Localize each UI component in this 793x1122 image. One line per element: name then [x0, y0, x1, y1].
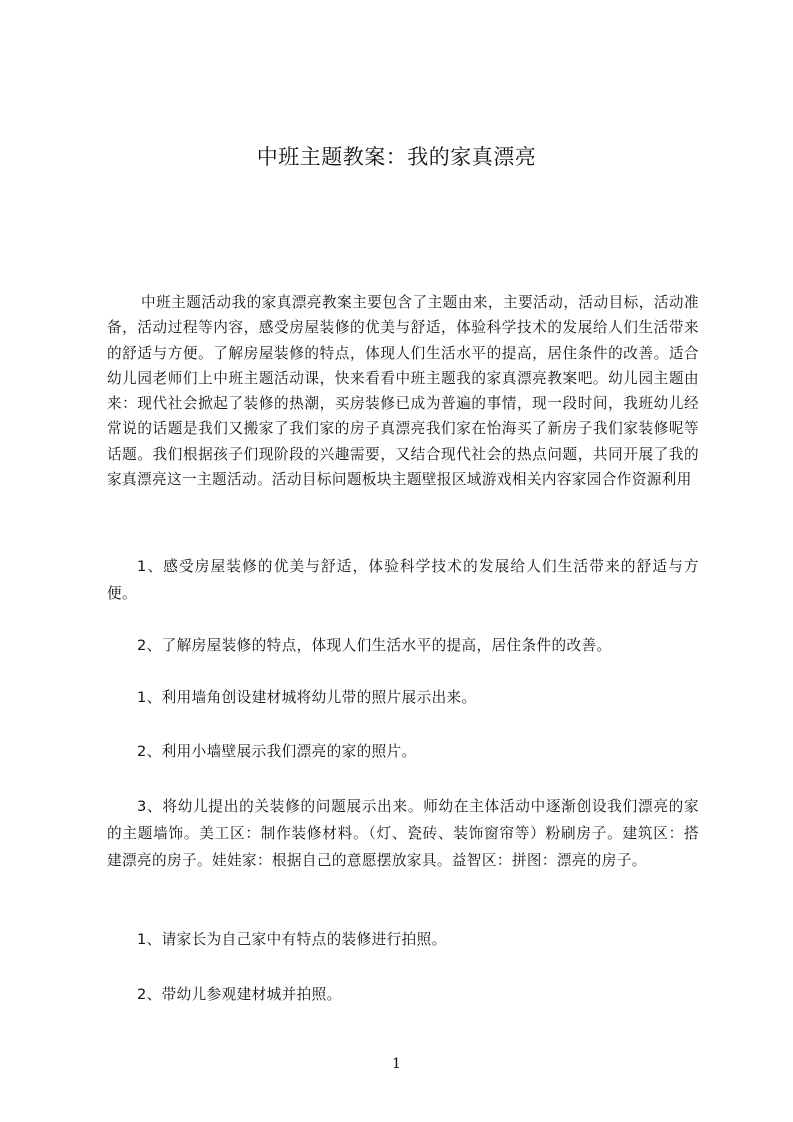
list-item: 1、请家长为自己家中有特点的装修进行拍照。 [137, 931, 447, 948]
list-item: 1、利用墙角创设建材城将幼儿带的照片展示出来。 [137, 689, 477, 706]
list-item: 1、感受房屋装修的优美与舒适，体验科学技术的发展给人们生活带来的舒适与方便。 [107, 558, 699, 602]
list-item: 2、利用小墙壁展示我们漂亮的家的照片。 [137, 743, 417, 760]
intro-paragraph: 中班主题活动我的家真漂亮教案主要包含了主题由来，主要活动，活动目标，活动准备，活动过程等内容，感受房屋装修的优美与舒适，体验科学技术的发展给人们生活带来的舒适与方便。了解房屋装修的特点，体现人们生活水平的提高，居住条件的改善。适合幼儿园老师们上中班主题活动课，快来看看中班主题我的家真漂亮教案吧。幼儿园主题由来：现代社会掀起了装修的热潮，买房装修已成为普遍的事情，现一段时间，我班幼儿经常说的话题是我们又搬家了我们家的房子真漂亮我们家在怡海买了新房子我们家装修呢等话题。我们根据孩子们现阶段的兴趣需要，又结合现代社会的热点问题，共同开展了我的家真漂亮这一主题活动。活动目标问题板块主题壁报区域游戏相关内容家园合作资源利用 [107, 294, 699, 489]
page-number: 1 [392, 1056, 401, 1072]
list-item: 2、了解房屋装修的特点，体现人们生活水平的提高，居住条件的改善。 [137, 637, 612, 654]
list-item: 3、将幼儿提出的关装修的问题展示出来。师幼在主体活动中逐渐创设我们漂亮的家的主题墙饰。美工区：制作装修材料。（灯、瓷砖、装饰窗帘等）粉刷房子。建筑区：搭建漂亮的房子。娃娃家：根据自己的意愿摆放家具。益智区：拼图：漂亮的房子。 [107, 798, 699, 869]
document-title: 中班主题教案：我的家真漂亮 [256, 145, 537, 169]
list-item: 2、带幼儿参观建材城并拍照。 [137, 986, 342, 1003]
